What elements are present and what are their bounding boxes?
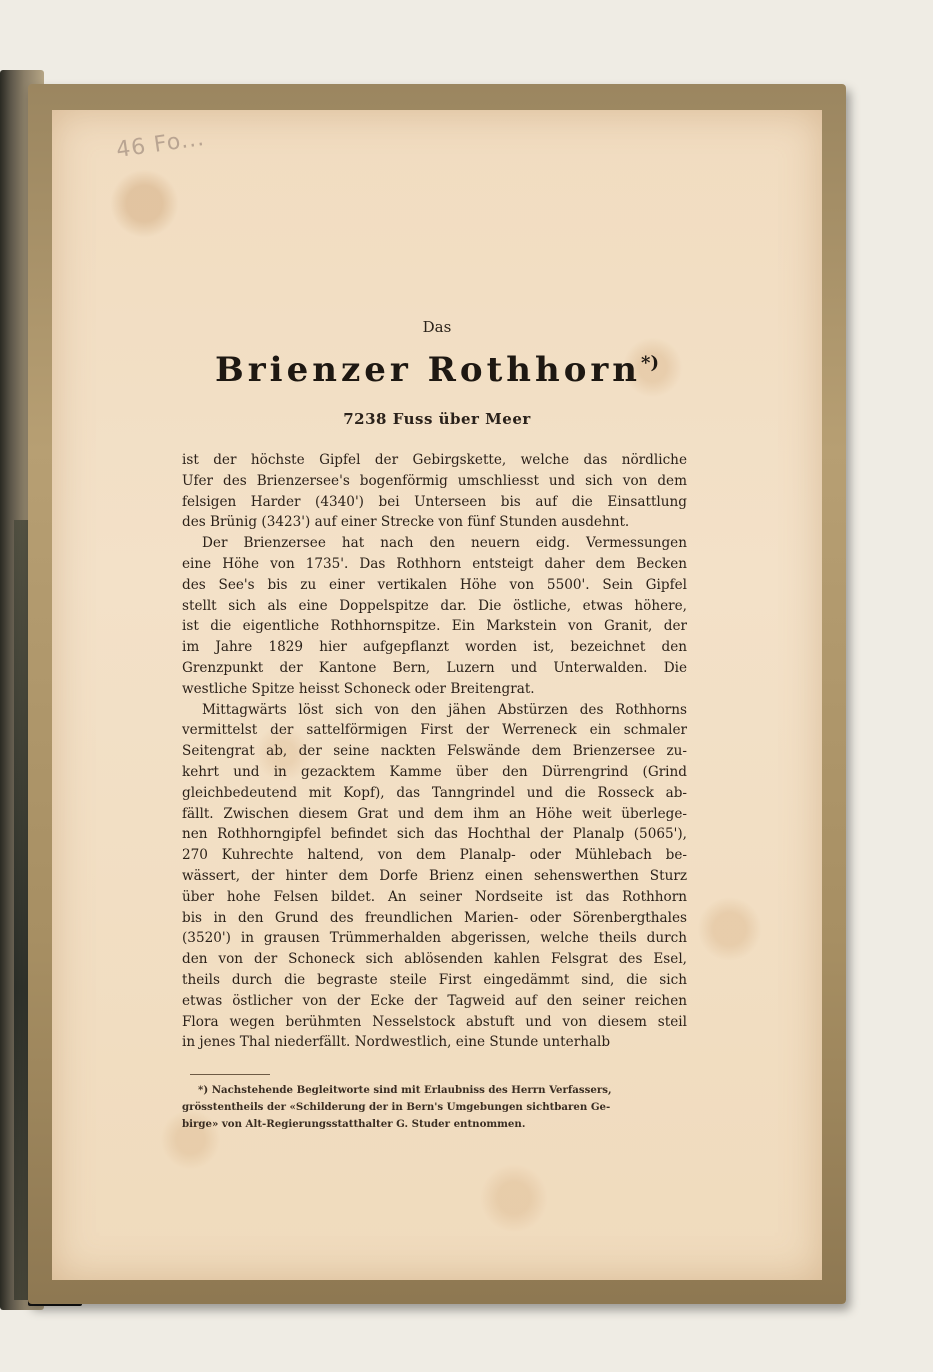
body-line: des Brünig (3423') auf einer Strecke von fünf Stunden ausdehnt. [182,514,630,531]
page-title [52,350,822,390]
body-line: Grenzpunkt der Kantone Bern, Luzern und Unterwalden. Die [182,659,687,676]
body-line: kehrt und in gezacktem Kamme über den Dürrengrind (Grind [182,763,687,780]
body-line: den von der Schoneck sich ablösenden kahlen Felsgrat des Esel, [182,951,687,968]
footnote-divider [190,1074,270,1075]
body-line: fällt. Zwischen diesem Grat und dem ihm an Höhe weit überlege- [182,805,687,822]
footnote [182,1082,687,1133]
page-subtitle: 7238 Fuss über Meer [343,410,531,428]
body-line: 270 Kuhrechte haltend, von dem Planalp- oder Mühlebach be- [182,847,687,864]
body-line: (3520') in grausen Trümmerhalden abgerissen, welche theils durch [182,930,687,947]
body-line: Der Brienzersee hat nach den neuern eidg. Vermessungen [202,535,687,552]
footnote-line: grösstentheils der «Schilderung der in Bern's Umgebungen sichtbaren Ge- [182,1101,611,1113]
body-line: ist die eigentliche Rothhornspitze. Ein Markstein von Granit, der [182,618,687,635]
footnote-line: birge» von Alt-Regierungsstatthalter G. Studer entnommen. [182,1118,526,1130]
body-line: Flora wegen berühmten Nesselstock abstuft und von diesem steil [182,1013,687,1030]
body-line: eine Höhe von 1735'. Das Rothhorn entsteigt daher dem Becken [182,555,687,572]
body-line: theils durch die begraste steile First eingedämmt sind, die sich [182,971,687,988]
body-line: felsigen Harder (4340') bei Unterseen bis auf die Einsattlung [182,493,687,510]
body-line: Mittagwärts löst sich von den jähen Abstürzen des Rothhorns [202,701,687,718]
body-line: über hohe Felsen bildet. An seiner Nordseite ist das Rothhorn [182,888,687,905]
body-line: stellt sich als eine Doppelspitze dar. Die östliche, etwas höhere, [182,597,687,614]
heading-small: Das [422,318,452,336]
body-line: ist der höchste Gipfel der Gebirgskette, welche das nördliche [182,452,687,468]
body-line: Ufer des Brienzersee's bogenförmig umschliesst und sich von dem [182,472,687,489]
footnote-line: *) Nachstehende Begleitworte sind mit Erlaubniss des Herrn Verfassers, [198,1084,612,1096]
body-line: bis in den Grund des freundlichen Marien- oder Sörenbergthales [182,909,687,926]
pencil-annotation: 46 Fo... [114,125,207,164]
body-line: Seitengrat ab, der seine nackten Felswände dem Brienzersee zu- [182,743,687,760]
body-line: westliche Spitze heisst Schoneck oder Breitengrat. [182,680,535,697]
body-line: etwas östlicher von der Ecke der Tagweid auf den seiner reichen [182,992,687,1009]
body-line: im Jahre 1829 hier aufgepflanzt worden ist, bezeichnet den [182,639,687,656]
body-line: wässert, der hinter dem Dorfe Brienz einen sehenswerthen Sturz [182,867,687,884]
footnote-marker: *) [641,352,659,374]
body-text [182,450,687,1053]
body-line: gleichbedeutend mit Kopf), das Tanngrindel und die Rosseck ab- [182,784,687,801]
body-line: nen Rothhorngipfel befindet sich das Hochthal der Planalp (5065'), [182,826,687,843]
document-page [52,110,822,1280]
page-title-text: Brienzer Rothhorn [215,350,642,390]
body-line: in jenes Thal niederfällt. Nordwestlich, eine Stunde unterhalb [182,1034,611,1051]
body-line: des See's bis zu einer vertikalen Höhe von 5500'. Sein Gipfel [182,576,687,593]
body-line: vermittelst der sattelförmigen First der Werreneck ein schmaler [182,722,687,739]
